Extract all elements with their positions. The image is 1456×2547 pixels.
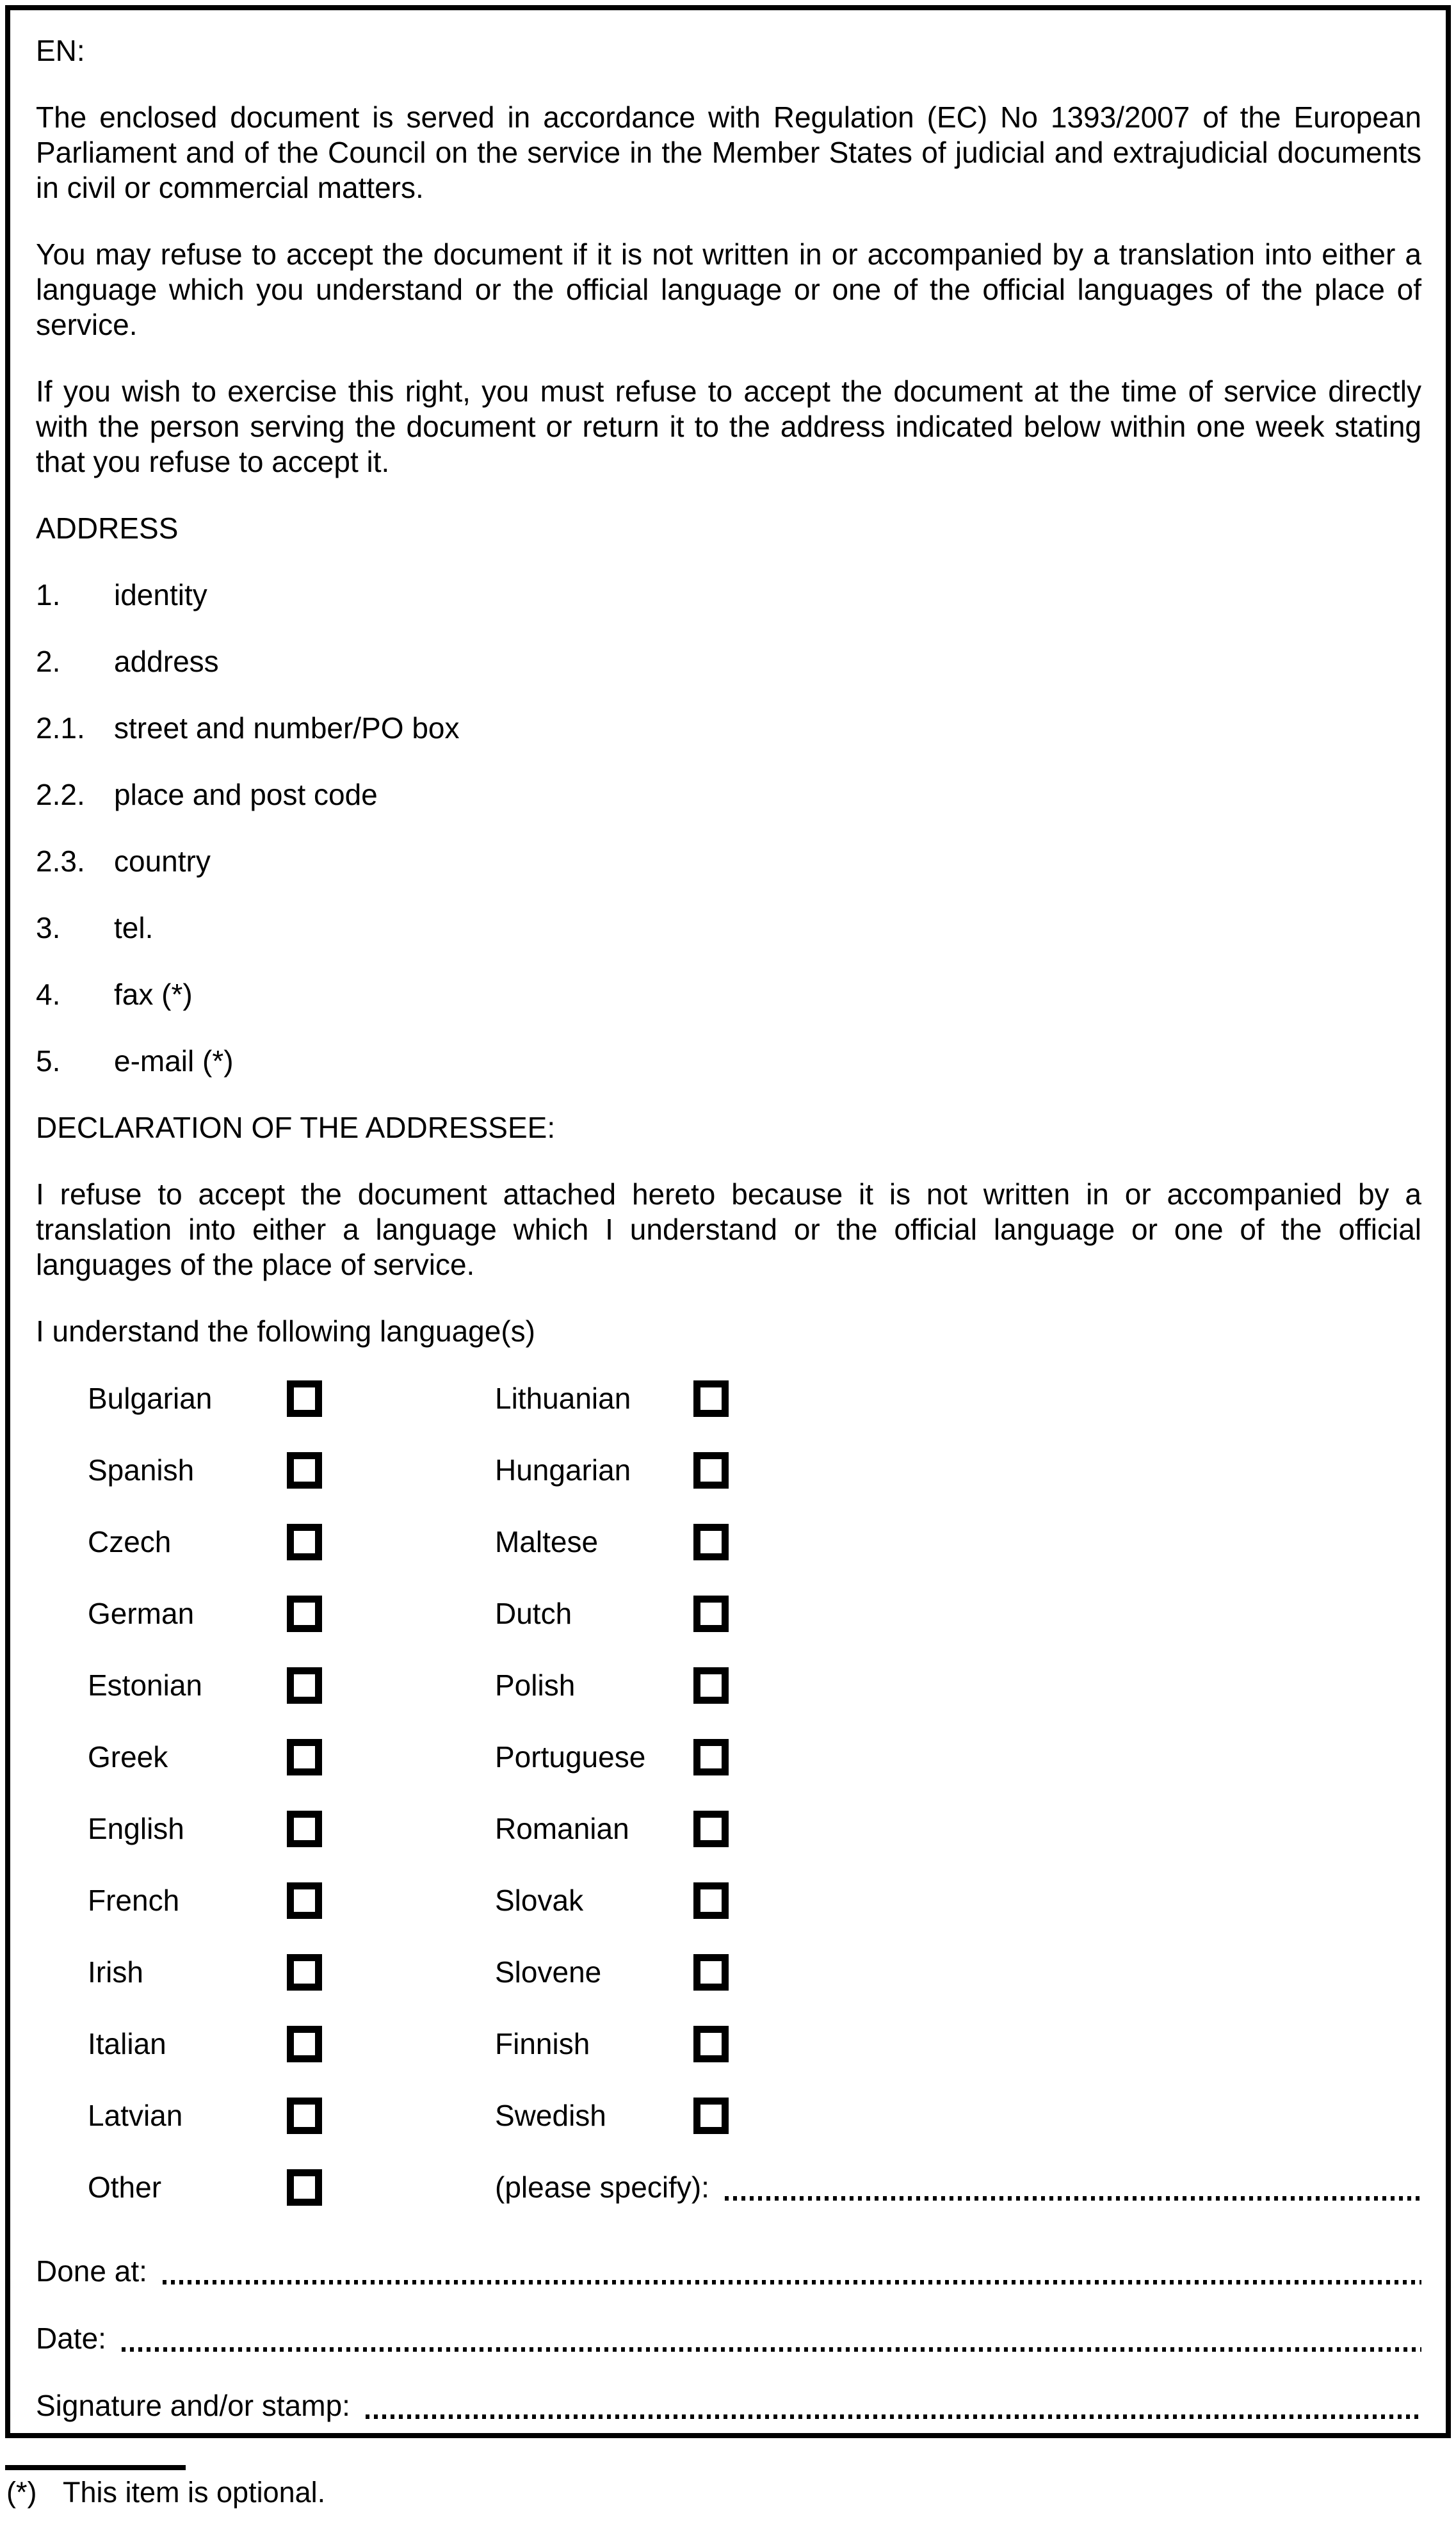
language-code-label: EN: [36,34,85,67]
item-number: 2. [36,645,61,678]
item-label: address [114,645,219,678]
address-item-address [36,644,1421,679]
checkbox-lithuanian[interactable] [693,1380,729,1417]
language-label-polish: Polish [495,1669,576,1702]
language-label-english: English [88,1812,184,1845]
item-label: street and number/PO box [114,711,460,745]
checkbox-slovak[interactable] [693,1882,729,1919]
item-label: e-mail (*) [114,1044,234,1078]
checkbox-czech[interactable] [287,1524,322,1560]
language-label-slovak: Slovak [495,1884,584,1917]
signature-field [36,2388,1421,2423]
done-at-label: Done at: [36,2254,147,2288]
checkbox-french[interactable] [287,1882,322,1919]
language-label-czech: Czech [88,1525,172,1558]
language-label-irish: Irish [88,1955,143,1989]
address-item-email [36,1044,1421,1079]
paragraph-exercise-right: If you wish to exercise this right, you must refuse to accept the document at the time of service directly with the person serving the document or return it to the address indicated below within one week stating that you refuse to accept it. [36,375,1421,478]
address-item-street [36,711,1421,746]
checkbox-portuguese[interactable] [693,1739,729,1775]
checkbox-bulgarian[interactable] [287,1380,322,1417]
checkbox-romanian[interactable] [693,1811,729,1847]
checkbox-latvian[interactable] [287,2098,322,2134]
paragraph-refusal-right: You may refuse to accept the document if it is not written in or accompanied by a translation into either a language which you understand or the official language or one of the official languages of the place of service. [36,238,1421,341]
item-label: tel. [114,911,154,944]
language-label-dutch: Dutch [495,1597,572,1630]
language-label-hungarian: Hungarian [495,1453,631,1487]
item-label: place and post code [114,778,378,811]
language-label-swedish: Swedish [495,2099,606,2132]
languages-intro: I understand the following language(s) [36,1314,535,1348]
language-label-slovene: Slovene [495,1955,602,1989]
checkbox-other[interactable] [287,2169,322,2206]
footnote-marker: (*) [6,2476,37,2509]
address-heading: ADDRESS [36,512,179,545]
checkbox-irish[interactable] [287,1954,322,1991]
checkbox-slovene[interactable] [693,1954,729,1991]
language-label-romanian: Romanian [495,1812,629,1845]
declaration-body: I refuse to accept the document attached hereto because it is not written in or accompanied by a translation into either a language which I understand or the official language or one of the official languages of the place of service. [36,1177,1421,1281]
language-label-french: French [88,1884,180,1917]
address-item-fax [36,977,1421,1012]
language-label-spanish: Spanish [88,1453,195,1487]
footnote [6,2475,325,2510]
signature-label: Signature and/or stamp: [36,2389,350,2422]
date-label: Date: [36,2322,106,2355]
checkbox-german[interactable] [287,1596,322,1632]
language-label-italian: Italian [88,2027,166,2060]
other-specify-row [495,2170,1421,2205]
item-number: 5. [36,1044,61,1078]
item-number: 2.2. [36,778,85,811]
specify-input-line[interactable] [725,2196,1421,2201]
checkbox-dutch[interactable] [693,1596,729,1632]
address-item-identity [36,578,1421,613]
checkbox-estonian[interactable] [287,1667,322,1704]
language-label-german: German [88,1597,195,1630]
item-label: country [114,845,211,878]
language-label-maltese: Maltese [495,1525,599,1558]
date-field [36,2321,1421,2356]
declaration-heading: DECLARATION OF THE ADDRESSEE: [36,1111,556,1144]
form-border-box [5,5,1451,2438]
date-input-line[interactable] [122,2347,1421,2352]
checkbox-spanish[interactable] [287,1452,322,1489]
footnote-text: This item is optional. [63,2476,326,2509]
checkbox-hungarian[interactable] [693,1452,729,1489]
item-number: 1. [36,578,61,611]
language-label-finnish: Finnish [495,2027,590,2060]
item-number: 4. [36,978,61,1011]
language-label-portuguese: Portuguese [495,1740,646,1774]
footnote-separator-line [5,2465,186,2470]
item-number: 2.3. [36,845,85,878]
specify-label: (please specify): [495,2171,709,2204]
language-label-bulgarian: Bulgarian [88,1382,213,1415]
checkbox-swedish[interactable] [693,2098,729,2134]
paragraph-regulation: The enclosed document is served in accordance with Regulation (EC) No 1393/2007 of the European Parliament and of the Council on the service in the Member States of judicial and extrajudicial documents in civil or commercial matters. [36,101,1421,204]
checkbox-greek[interactable] [287,1739,322,1775]
address-item-country [36,844,1421,879]
address-item-tel [36,910,1421,946]
checkbox-polish[interactable] [693,1667,729,1704]
item-label: fax (*) [114,978,193,1011]
language-label-greek: Greek [88,1740,168,1774]
checkbox-english[interactable] [287,1811,322,1847]
language-label-latvian: Latvian [88,2099,183,2132]
item-label: identity [114,578,207,611]
checkbox-maltese[interactable] [693,1524,729,1560]
address-item-place [36,777,1421,813]
language-label-other: Other [88,2171,162,2204]
checkbox-italian[interactable] [287,2026,322,2062]
item-number: 2.1. [36,711,85,745]
language-label-lithuanian: Lithuanian [495,1382,631,1415]
signature-input-line[interactable] [366,2414,1421,2419]
done-at-field [36,2254,1421,2289]
language-label-estonian: Estonian [88,1669,203,1702]
done-at-input-line[interactable] [163,2280,1421,2284]
item-number: 3. [36,911,61,944]
language-checkbox-grid [88,1380,1421,2206]
checkbox-finnish[interactable] [693,2026,729,2062]
